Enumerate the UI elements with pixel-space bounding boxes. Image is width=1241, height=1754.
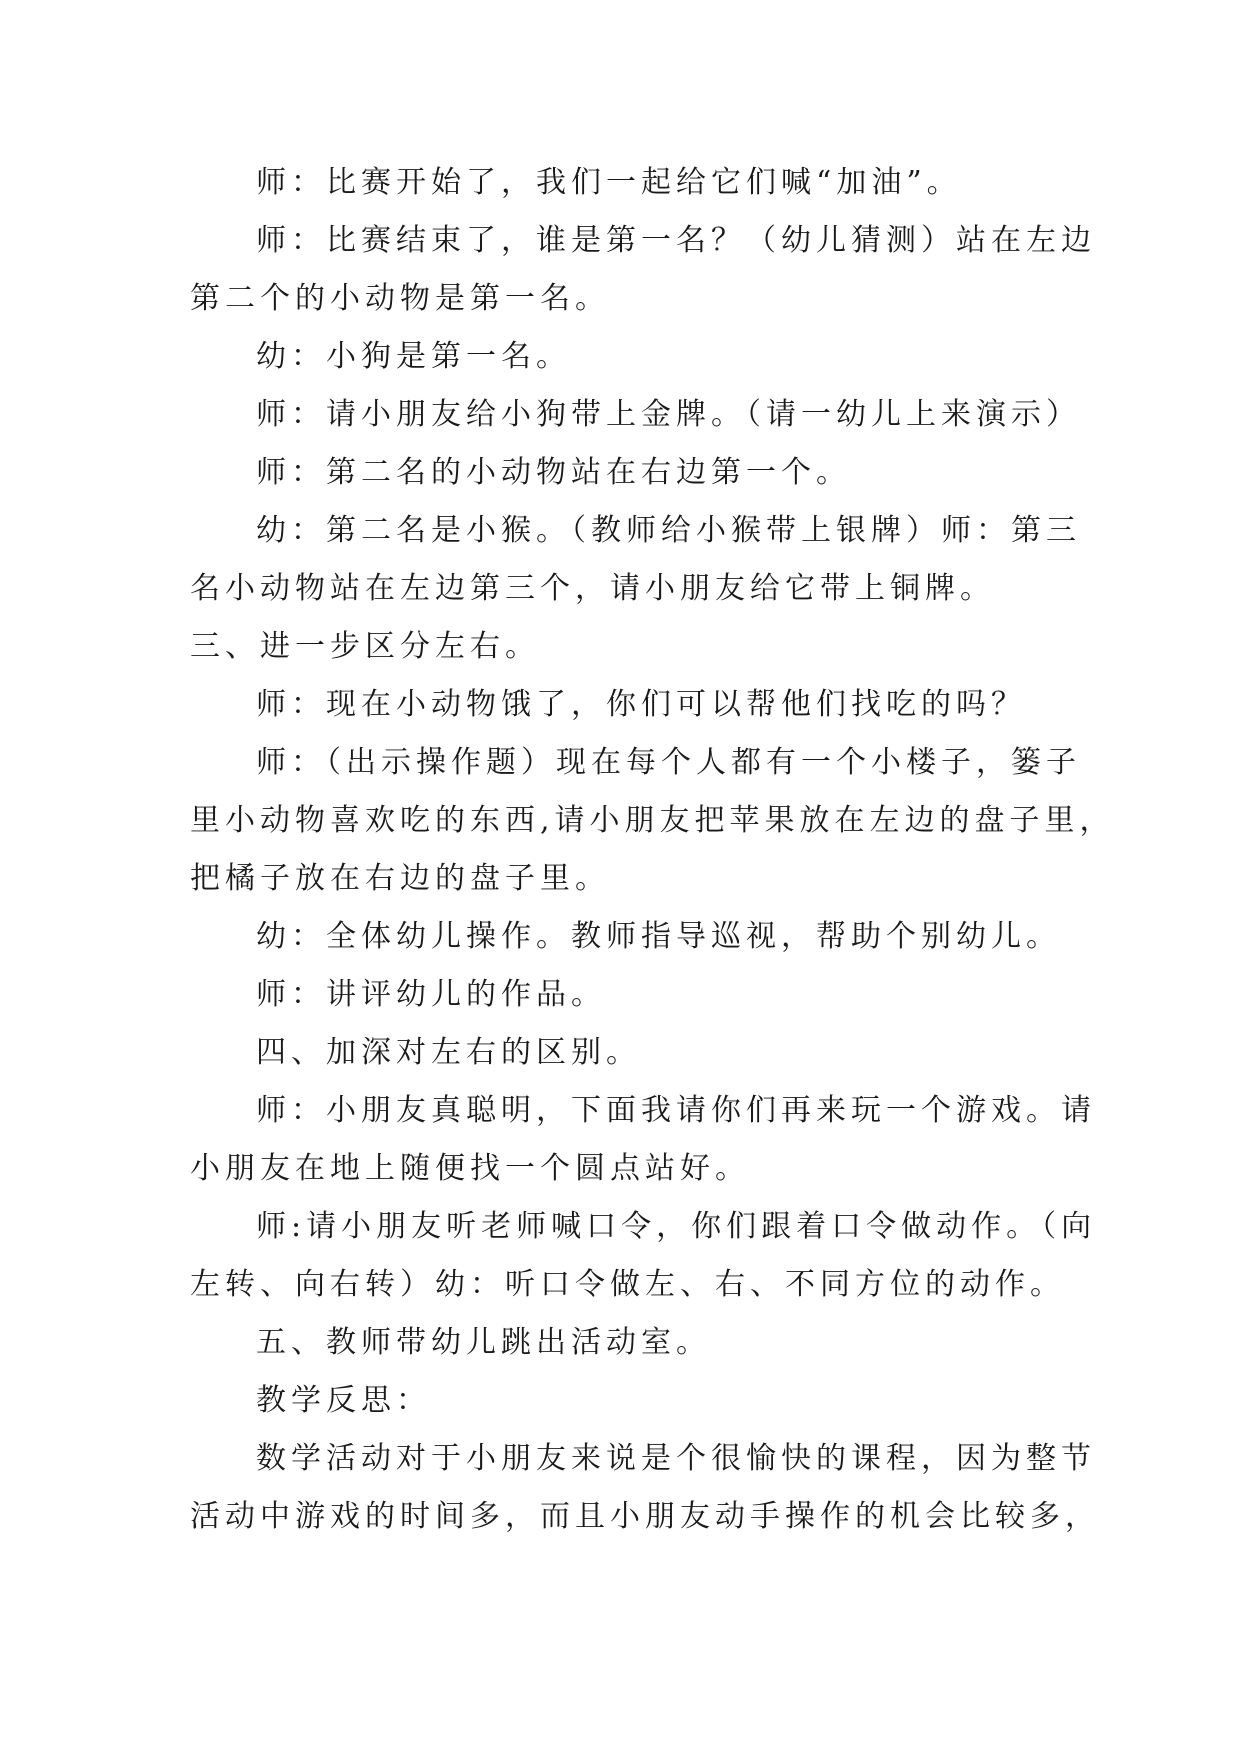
text-line: 里小动物喜欢吃的东西,请小朋友把苹果放在左边的盘子里，	[190, 803, 1115, 838]
text-line: 名小动物站在左边第三个，请小朋友给它带上铜牌。	[190, 571, 995, 606]
text-line: 师：请小朋友给小狗带上金牌。（请一幼儿上来演示）	[256, 397, 1081, 432]
text-line: 师：第二名的小动物站在右边第一个。	[256, 455, 851, 490]
section-heading: 教学反思：	[256, 1383, 431, 1418]
text-line: 幼：第二名是小猴。（教师给小猴带上银牌）师：第三	[256, 513, 1081, 548]
text-line: 幼：全体幼儿操作。教师指导巡视，帮助个别幼儿。	[256, 919, 1061, 954]
section-heading: 五、教师带幼儿跳出活动室。	[256, 1325, 711, 1360]
text-line: 数学活动对于小朋友来说是个很愉快的课程，因为整节	[256, 1441, 1096, 1476]
text-line: 师：讲评幼儿的作品。	[256, 977, 606, 1012]
text-line: 左转、向右转）幼：听口令做左、右、不同方位的动作。	[190, 1267, 1065, 1302]
text-line: 活动中游戏的时间多，而且小朋友动手操作的机会比较多，	[190, 1499, 1100, 1534]
text-line: 把橘子放在右边的盘子里。	[190, 861, 610, 896]
text-line: 幼：小狗是第一名。	[256, 339, 571, 374]
text-line: 师：比赛开始了，我们一起给它们喊“加油”。	[256, 165, 962, 200]
text-line: 师：（出示操作题）现在每个人都有一个小楼子，篓子	[256, 745, 1081, 780]
section-heading: 三、进一步区分左右。	[190, 629, 540, 664]
text-line: 第二个的小动物是第一名。	[190, 281, 610, 316]
section-heading: 四、加深对左右的区别。	[256, 1035, 641, 1070]
text-line: 师：小朋友真聪明，下面我请你们再来玩一个游戏。请	[256, 1093, 1096, 1128]
text-line: 师：比赛结束了，谁是第一名？（幼儿猜测）站在左边	[256, 223, 1096, 258]
text-line: 小朋友在地上随便找一个圆点站好。	[190, 1151, 750, 1186]
text-line: 师：现在小动物饿了，你们可以帮他们找吃的吗？	[256, 687, 1026, 722]
text-line: 师:请小朋友听老师喊口令，你们跟着口令做动作。（向	[256, 1209, 1097, 1244]
